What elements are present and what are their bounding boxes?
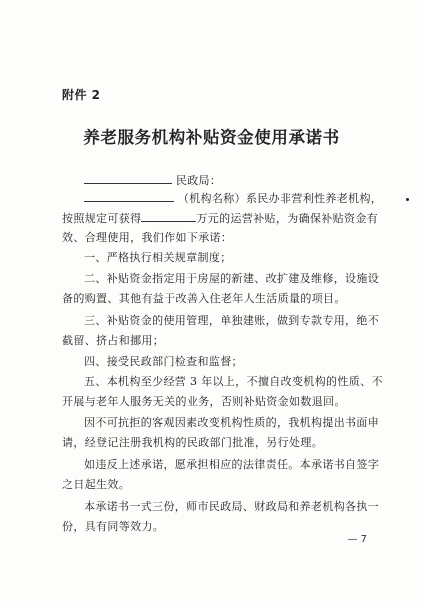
paragraph-1-line-3: 效、合理使用，我们作如下承诺： [62, 231, 233, 244]
blank-subsidy-amount[interactable] [141, 210, 196, 222]
copies-line-1: 本承诺书一式三份，师市民政局、财政局和养老机构各执一 [84, 500, 380, 513]
commitment-item-3-line-2: 截留、挤占和挪用； [62, 334, 165, 347]
scan-dot [406, 198, 409, 201]
force-majeure-line-2: 请，经登记注册我机构的民政部门批准，另行处理。 [62, 436, 324, 449]
copies-line-2: 份，具有同等效力。 [62, 520, 165, 533]
salutation-line [84, 172, 394, 189]
commitment-item-2-line-1: 二、补贴资金指定用于房屋的新建、改扩建及维修，设施设 [84, 272, 380, 285]
paragraph-1-line-1 [84, 190, 394, 207]
commitment-item-5-line-2: 开展与老年人服务无关的业务，否则补贴资金如数退回。 [62, 395, 346, 408]
salutation-suffix: 民政局： [175, 174, 222, 187]
commitment-item-1: 一、严格执行相关规章制度； [84, 251, 232, 264]
page-number: — 7 [347, 534, 367, 545]
violation-line-2: 之日起生效。 [62, 478, 131, 491]
p1-line2-suffix: 万元的运营补贴，为确保补贴资金有 [196, 212, 379, 225]
p1-line1-text: （机构名称）系民办非营利性养老机构， [177, 192, 383, 205]
violation-line-1: 如违反上述承诺，愿承担相应的法律责任。本承诺书自签字 [84, 458, 380, 471]
paragraph-1-line-2 [62, 210, 379, 227]
blank-bureau-name[interactable] [84, 172, 172, 184]
commitment-item-2-line-2: 备的购置、其他有益于改善入住老年人生活质量的项目。 [62, 292, 346, 305]
force-majeure-line-1: 因不可抗拒的客观因素改变机构性质的，我机构提出书面申 [84, 416, 380, 429]
commitment-item-4: 四、接受民政部门检查和监督； [84, 355, 243, 368]
commitment-item-3-line-1: 三、补贴资金的使用管理，单独建账，做到专款专用，绝不 [84, 314, 380, 327]
attachment-label: 附件 2 [62, 88, 101, 102]
commitment-item-5-line-1: 五、本机构至少经营 3 年以上，不擅自改变机构的性质、不 [84, 375, 383, 388]
document-title: 养老服务机构补贴资金使用承诺书 [83, 128, 340, 147]
p1-line2-prefix: 按照规定可获得 [62, 212, 142, 225]
blank-institution-name[interactable] [84, 190, 174, 202]
